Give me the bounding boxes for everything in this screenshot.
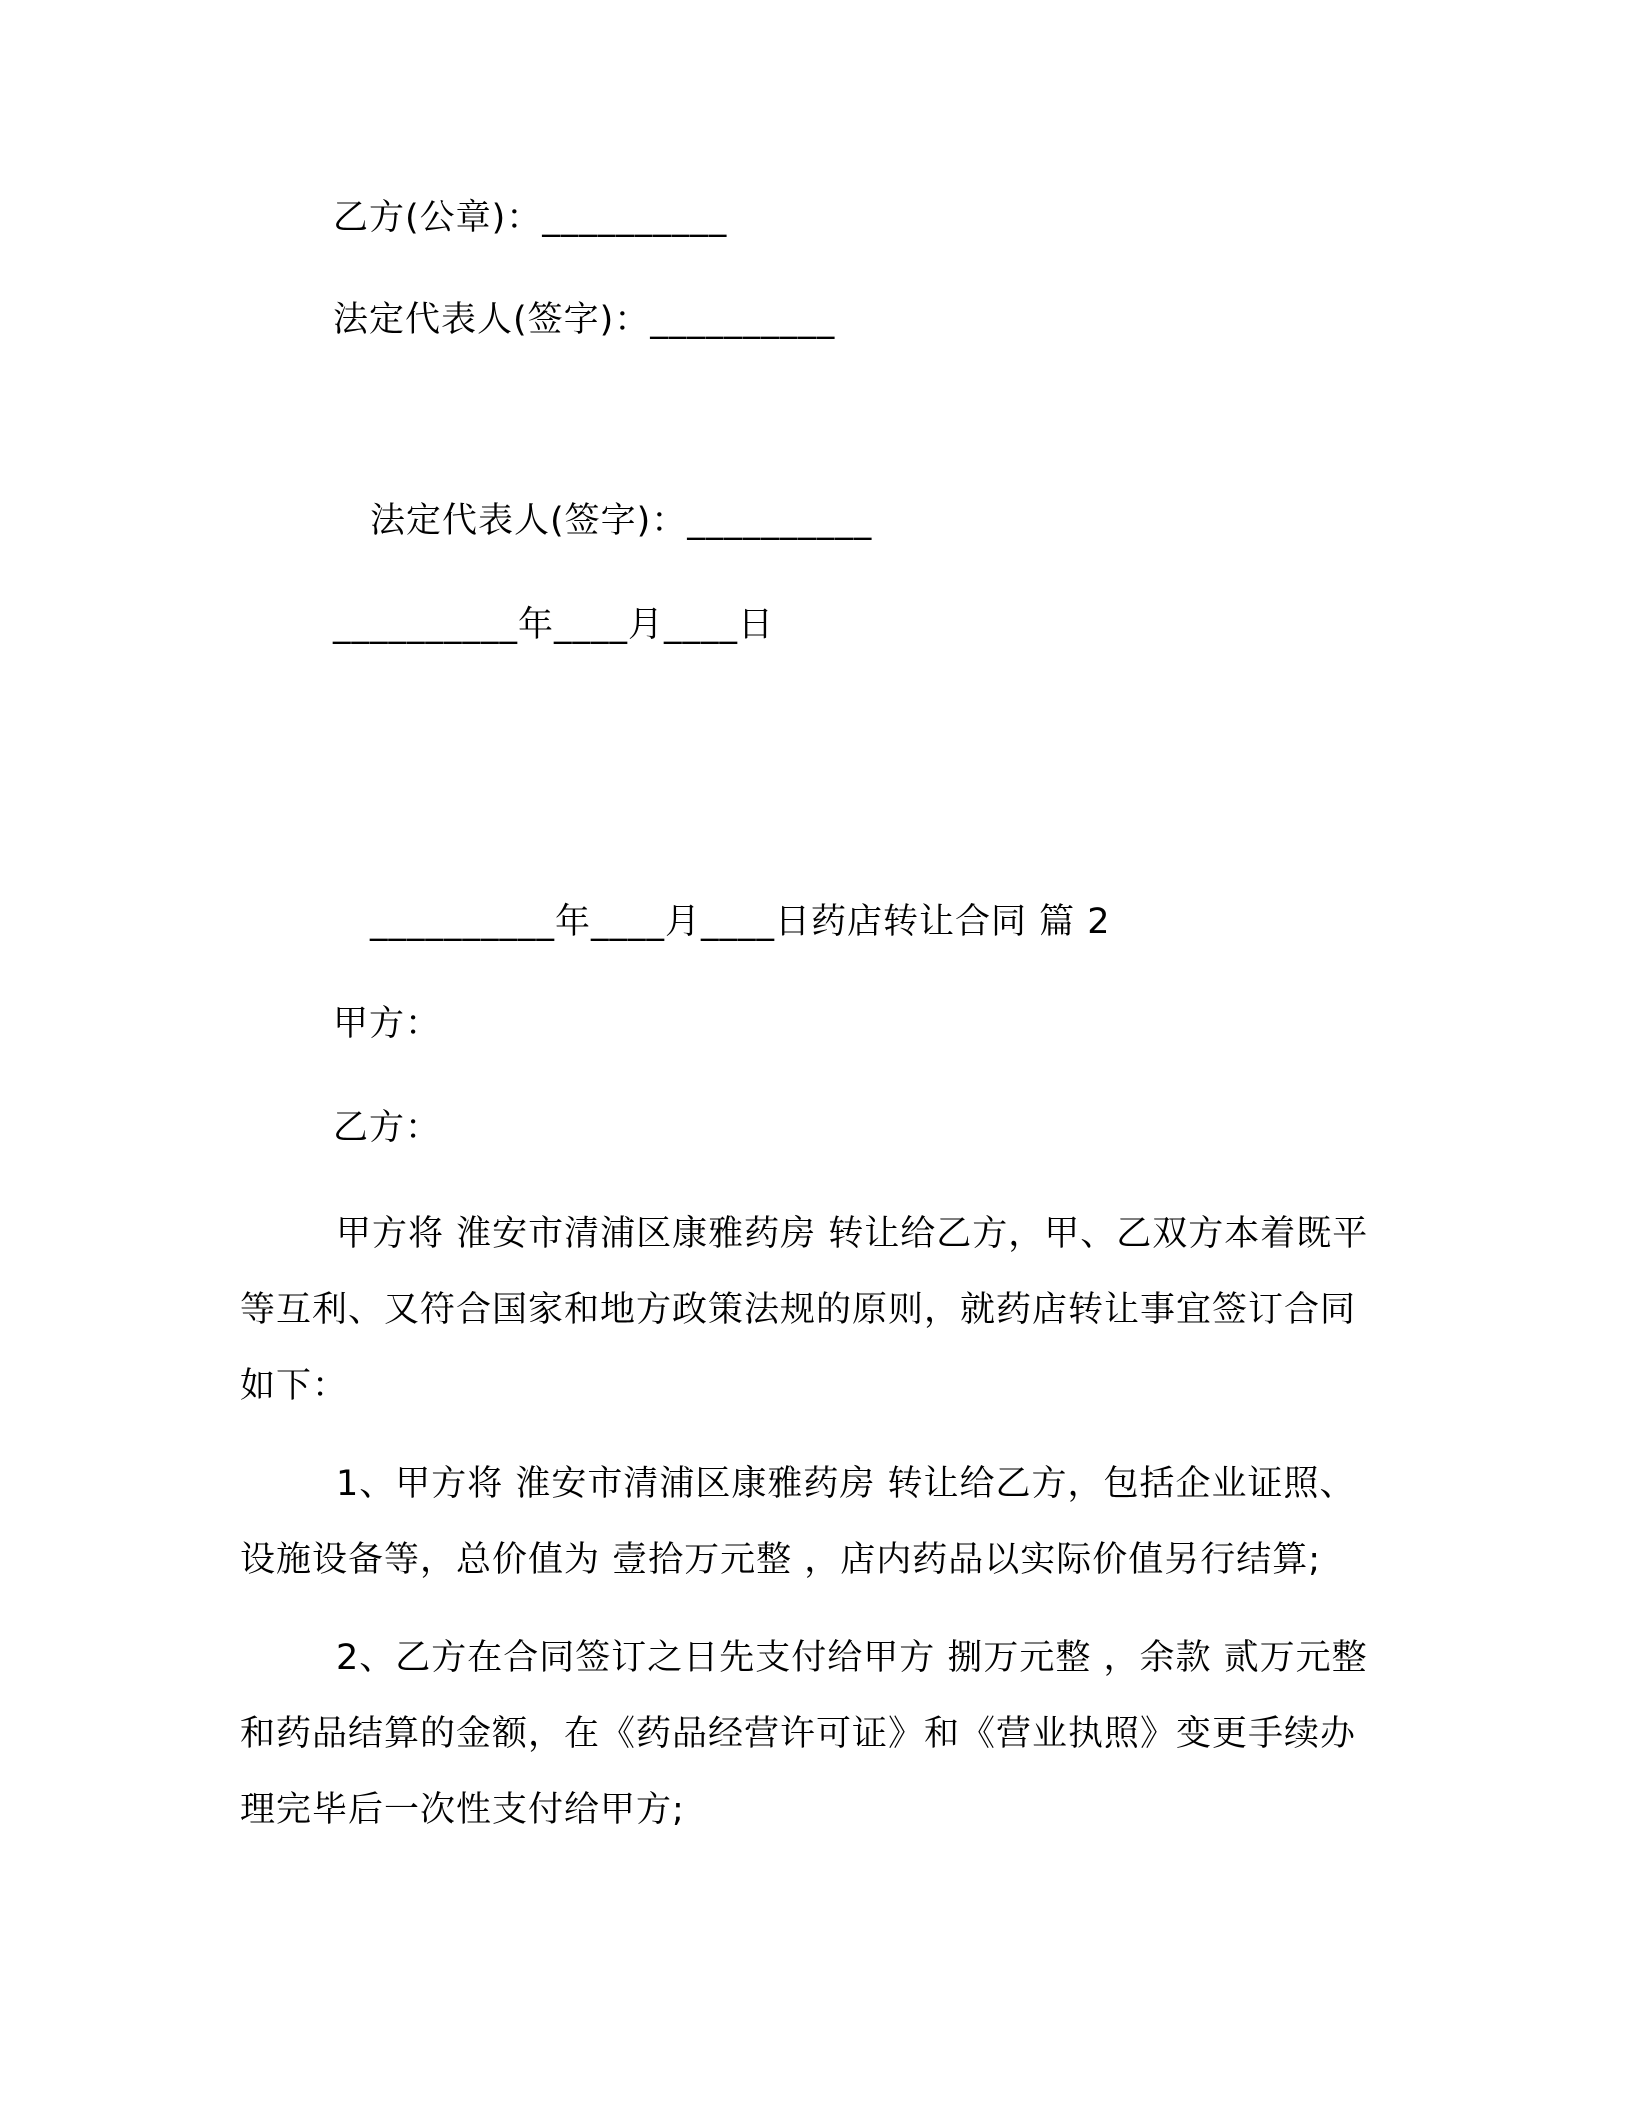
legal-representative-signature-line-2: 法定代表人(签字)：__________ [370,501,873,541]
contract-clause-1: 1、甲方将 淮安市清浦区康雅药房 转让给乙方，包括企业证照、设施设备等，总价值为 壹拾万元整 ，店内药品以实际价值另行结算; [240,1464,1356,1580]
party-a-label: 甲方： [333,1004,442,1044]
signature-date-line: __________年____月____日 [333,605,775,645]
contract-title: __________年____月____日药店转让合同 篇 2 [370,902,1111,942]
party-b-label: 乙方： [333,1108,442,1148]
party-b-seal-line: 乙方(公章)：__________ [333,198,728,238]
legal-representative-signature-line: 法定代表人(签字)：__________ [333,300,836,340]
contract-intro-paragraph: 甲方将 淮安市清浦区康雅药房 转让给乙方，甲、乙双方本着既平等互利、又符合国家和地方政策法规的原则，就药店转让事宜签订合同如下： [240,1214,1369,1406]
contract-clause-2: 2、乙方在合同签订之日先支付给甲方 捌万元整 ，余款 贰万元整 和药品结算的金额，在《药品经营许可证》和《营业执照》变更手续办理完毕后一次性支付给甲方; [240,1638,1368,1830]
